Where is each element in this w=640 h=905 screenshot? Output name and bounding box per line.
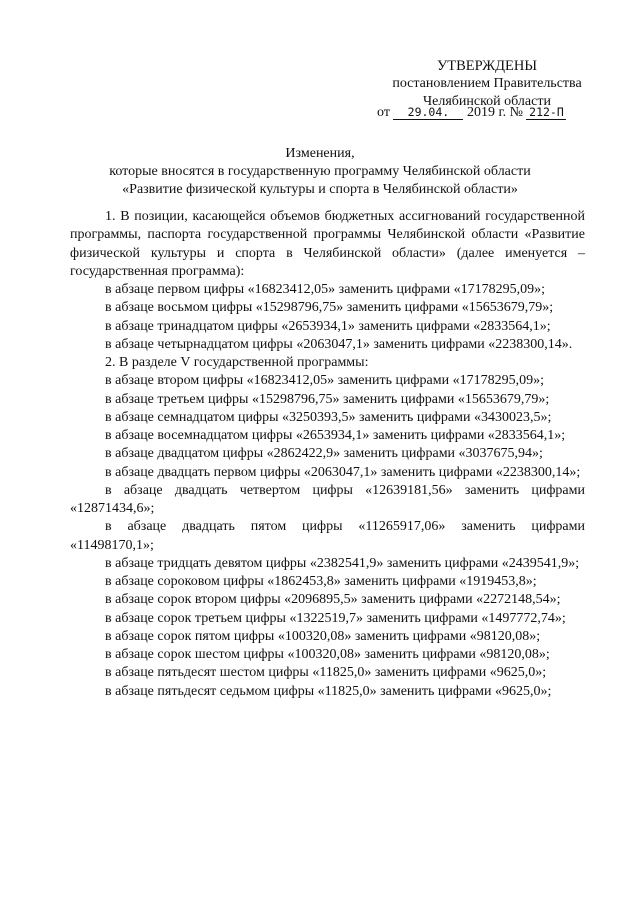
paragraph: в абзаце восьмом цифры «15298796,75» заменить цифрами «15653679,79»;	[105, 300, 554, 316]
paragraph: в абзаце тринадцатом цифры «2653934,1» заменить цифрами «2833564,1»;	[105, 318, 551, 334]
approval-line-2: постановлением Правительства	[392, 76, 582, 91]
paragraph: 2. В разделе V государственной программы:	[105, 355, 369, 370]
paragraph: в абзаце сорок третьем цифры «1322519,7» заменить цифрами «1497772,74»;	[105, 610, 566, 626]
year-label: 2019 г. №	[466, 105, 523, 120]
heading-line-2: которые вносятся в государственную программу Челябинской области	[109, 164, 531, 179]
paragraph: в абзаце сороковом цифры «1862453,8» заменить цифрами «1919453,8»;	[105, 574, 537, 589]
approval-title: УТВЕРЖДЕНЫ	[436, 58, 538, 74]
approval-stamp	[377, 57, 597, 111]
paragraph: в абзаце пятьдесят седьмом цифры «11825,0» заменить цифрами «9625,0»;	[105, 683, 552, 699]
document-heading	[60, 145, 580, 199]
document-body	[70, 208, 585, 701]
paragraph: в абзаце третьем цифры «15298796,75» заменить цифрами «15653679,79»;	[105, 391, 550, 407]
paragraph: в абзаце двадцать четвертом цифры «12639181,56» заменить цифрами «12871434,6»;	[70, 482, 585, 516]
paragraph: в абзаце восемнадцатом цифры «2653934,1» заменить цифрами «2833564,1»;	[105, 428, 566, 443]
from-label: от	[377, 105, 390, 120]
paragraph: в абзаце втором цифры «16823412,05» заменить цифрами «17178295,09»;	[105, 373, 544, 389]
heading-line-1: Изменения,	[285, 146, 355, 161]
paragraph: в абзаце сорок шестом цифры «100320,08» заменить цифрами «98120,08»;	[105, 647, 550, 662]
number-field: 212-П	[526, 105, 566, 120]
paragraph: в абзаце первом цифры «16823412,05» заменить цифрами «17178295,09»;	[105, 282, 545, 297]
approval-line-3: Челябинской области	[423, 94, 551, 109]
paragraph: в абзаце двадцатом цифры «2862422,9» заменить цифрами «3037675,94»;	[105, 446, 543, 462]
paragraph: в абзаце сорок пятом цифры «100320,08» заменить цифрами «98120,08»;	[105, 628, 541, 644]
paragraph: в абзаце пятьдесят шестом цифры «11825,0» заменить цифрами «9625,0»;	[105, 665, 547, 681]
paragraph: в абзаце двадцать пятом цифры «11265917,06» заменить цифрами «11498170,1»;	[70, 519, 585, 553]
paragraph: в абзаце сорок втором цифры «2096895,5» заменить цифрами «2272148,54»;	[105, 592, 561, 608]
paragraph: 1. В позиции, касающейся объемов бюджетных ассигнований государственной программы, паспорта государственной программы Челябинской области «Развитие физической культуры и спорта в Челябинской области» (далее именуется – государственная программа):	[70, 209, 585, 279]
paragraph: в абзаце двадцать первом цифры «2063047,1» заменить цифрами «2238300,14»;	[105, 464, 581, 480]
approval-date-row	[377, 104, 607, 122]
date-field: 29.04.	[393, 105, 463, 120]
heading-line-3: «Развитие физической культуры и спорта в Челябинской области»	[122, 182, 518, 197]
paragraph: в абзаце семнадцатом цифры «3250393,5» заменить цифрами «3430023,5»;	[105, 409, 552, 425]
paragraph: в абзаце четырнадцатом цифры «2063047,1» заменить цифрами «2238300,14».	[105, 336, 573, 352]
paragraph: в абзаце тридцать девятом цифры «2382541,9» заменить цифрами «2439541,9»;	[105, 555, 580, 571]
